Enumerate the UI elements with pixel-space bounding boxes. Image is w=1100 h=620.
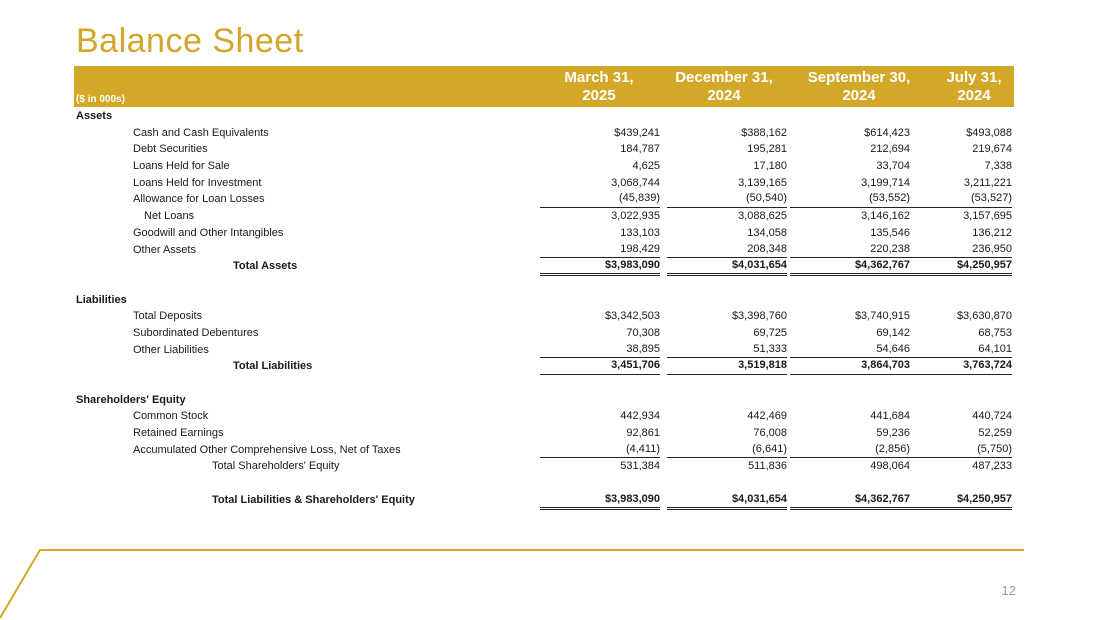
total-row: Total Liabilities 3,451,706 3,519,818 3,864,703 3,763,724 xyxy=(74,358,1014,375)
column-header-mar-2025: March 31, 2025 xyxy=(564,69,634,104)
table-row: Debt Securities 184,787 195,281 212,694 219,674 xyxy=(133,143,1012,156)
table-row: Goodwill and Other Intangibles 133,103 134,058 135,546 136,212 xyxy=(133,226,1012,239)
page-number: 12 xyxy=(1001,583,1016,598)
total-row: Total Liabilities & Shareholders' Equity $3,983,090 $4,031,654 $4,362,767 $4,250,957 xyxy=(74,492,1014,509)
table-row: Other Liabilities 38,895 51,333 54,646 64,101 xyxy=(74,342,1014,359)
table-header xyxy=(74,66,1014,107)
table-row: Subordinated Debentures 70,308 69,725 69,142 68,753 xyxy=(133,326,1012,339)
column-header-dec-2024: December 31, 2024 xyxy=(675,69,773,104)
table-row: Total Deposits $3,342,503 $3,398,760 $3,740,915 $3,630,870 xyxy=(133,310,1012,323)
table-row: Loans Held for Investment 3,068,744 3,139,165 3,199,714 3,211,221 xyxy=(133,176,1012,189)
spacer-row xyxy=(74,475,1014,492)
section-row: Assets xyxy=(76,110,113,122)
table-row: Common Stock 442,934 442,469 441,684 440,724 xyxy=(133,410,1012,423)
spacer-row xyxy=(74,375,1014,392)
table-row: Other Assets 198,429 208,348 220,238 236,950 xyxy=(74,242,1014,259)
column-header-sep-2024: September 30, 2024 xyxy=(807,69,911,104)
table-row: Net Loans 3,022,935 3,088,625 3,146,162 3,157,695 xyxy=(144,210,1012,223)
table-row: Accumulated Other Comprehensive Loss, Net of Taxes (4,411) (6,641) (2,856) (5,750) xyxy=(74,442,1014,459)
table-row: Loans Held for Sale 4,625 17,180 33,704 7,338 xyxy=(133,160,1012,173)
decorative-footer-line xyxy=(0,540,1100,620)
units-label: ($ in 000s) xyxy=(76,94,125,105)
table-row: Retained Earnings 92,861 76,008 59,236 52,259 xyxy=(133,427,1012,440)
total-row: Total Assets $3,983,090 $4,031,654 $4,362,767 $4,250,957 xyxy=(74,258,1014,275)
table-row: Allowance for Loan Losses (45,839) (50,540) (53,552) (53,527) xyxy=(74,191,1014,208)
section-row: Shareholders' Equity xyxy=(76,393,186,406)
balance-sheet-table xyxy=(74,108,1014,509)
subtotal-row: Total Shareholders' Equity 531,384 511,836 498,064 487,233 xyxy=(212,460,1012,473)
page-title: Balance Sheet xyxy=(76,22,304,60)
spacer-row xyxy=(74,275,1014,292)
column-header-jul-2024: July 31, 2024 xyxy=(946,69,1002,104)
table-row: Cash and Cash Equivalents $439,241 $388,162 $614,423 $493,088 xyxy=(133,126,1012,139)
section-row: Liabilities xyxy=(76,293,127,306)
